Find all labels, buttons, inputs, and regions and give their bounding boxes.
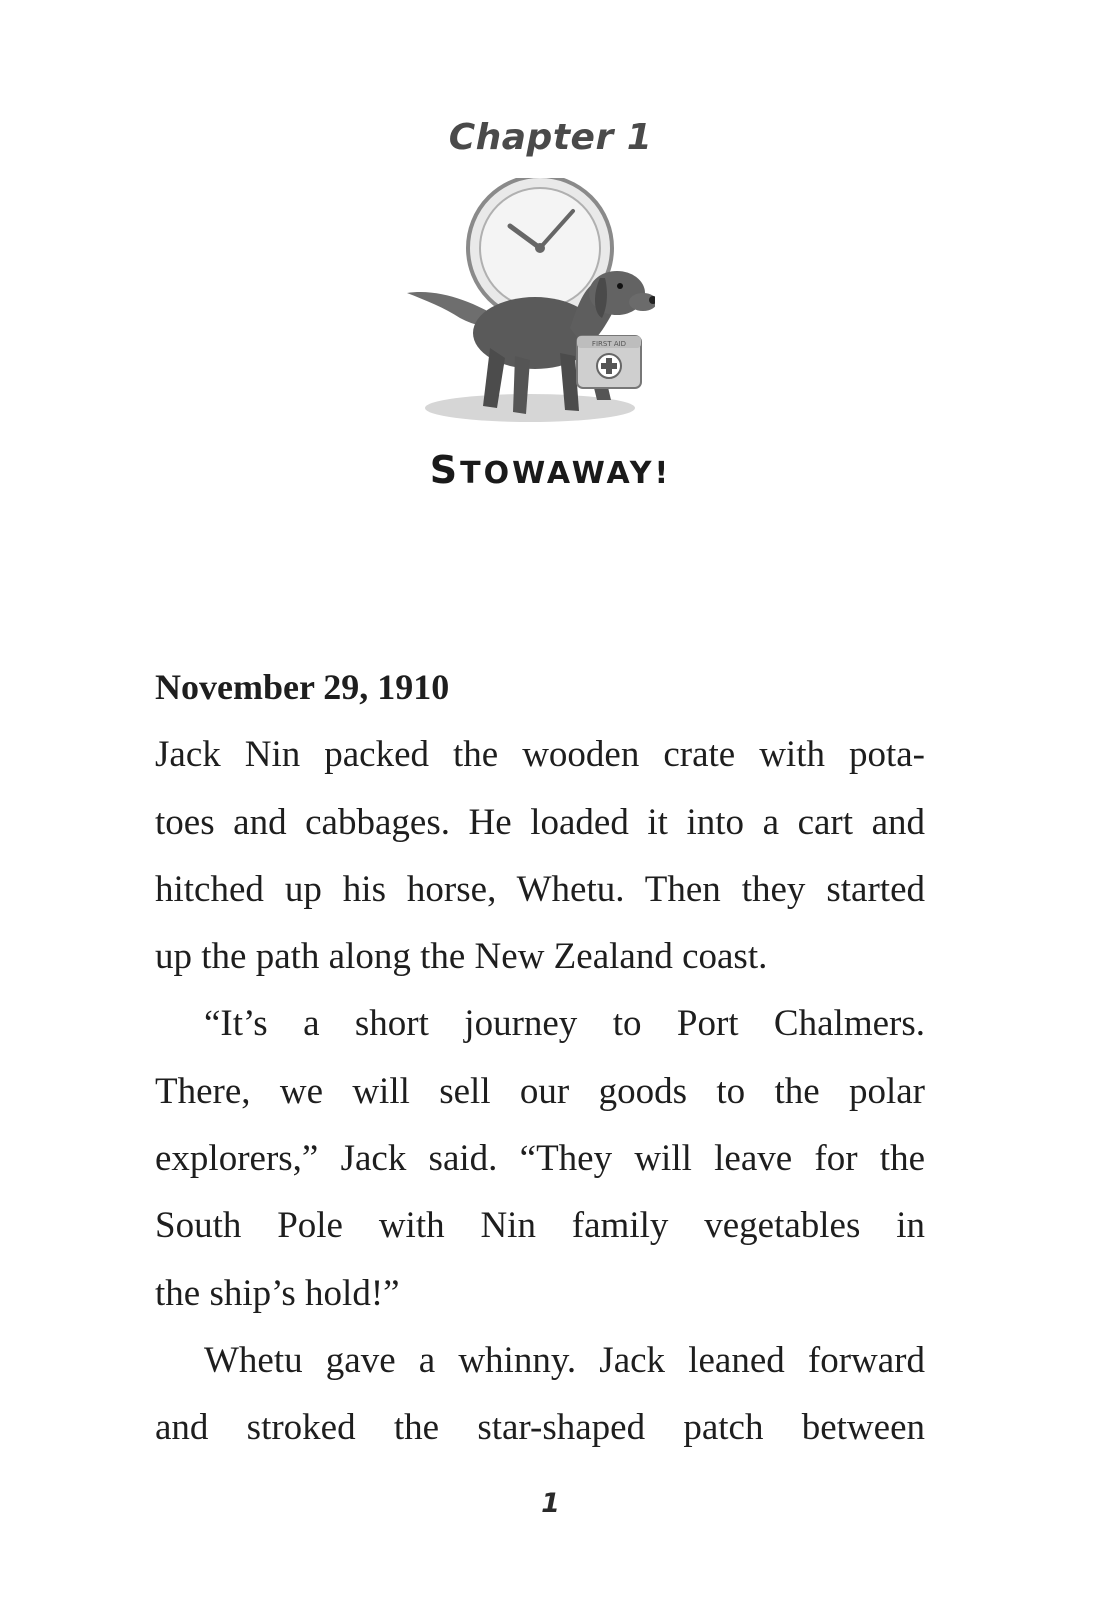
text-line: Whetu gave a whinny. Jack leaned forward [204,1339,925,1381]
text-line: toes and cabbages. He loaded it into a cart and [155,801,925,843]
chapter-title-initial: S [429,448,461,492]
chapter-label: Chapter 1 [448,117,653,158]
text-line: hitched up his horse, Whetu. Then they started [155,868,925,910]
page-number: 1 [541,1488,560,1519]
chapter-title [0,448,1101,492]
first-aid-kit-label: FIRST AID [591,340,627,348]
text-line: There, we will sell our goods to the polar [155,1070,925,1112]
chapter-title-rest: TOWAWAY! [460,456,672,491]
text-line: up the path along the New Zealand coast. [155,936,768,978]
dateline: November 29, 1910 [155,667,450,707]
text-line: Jack Nin packed the wooden crate with pota- [155,734,925,776]
text-line: and stroked the star-shaped patch between [155,1407,925,1449]
text-line: the ship’s hold!” [155,1272,400,1314]
text-line: explorers,” Jack said. “They will leave for the [155,1138,925,1180]
text-line: “It’s a short journey to Port Chalmers. [204,1003,925,1045]
dog-with-first-aid-kit-and-clock-illustration [405,178,655,438]
text-line: South Pole with Nin family vegetables in [155,1205,925,1247]
body-text [155,654,925,1462]
